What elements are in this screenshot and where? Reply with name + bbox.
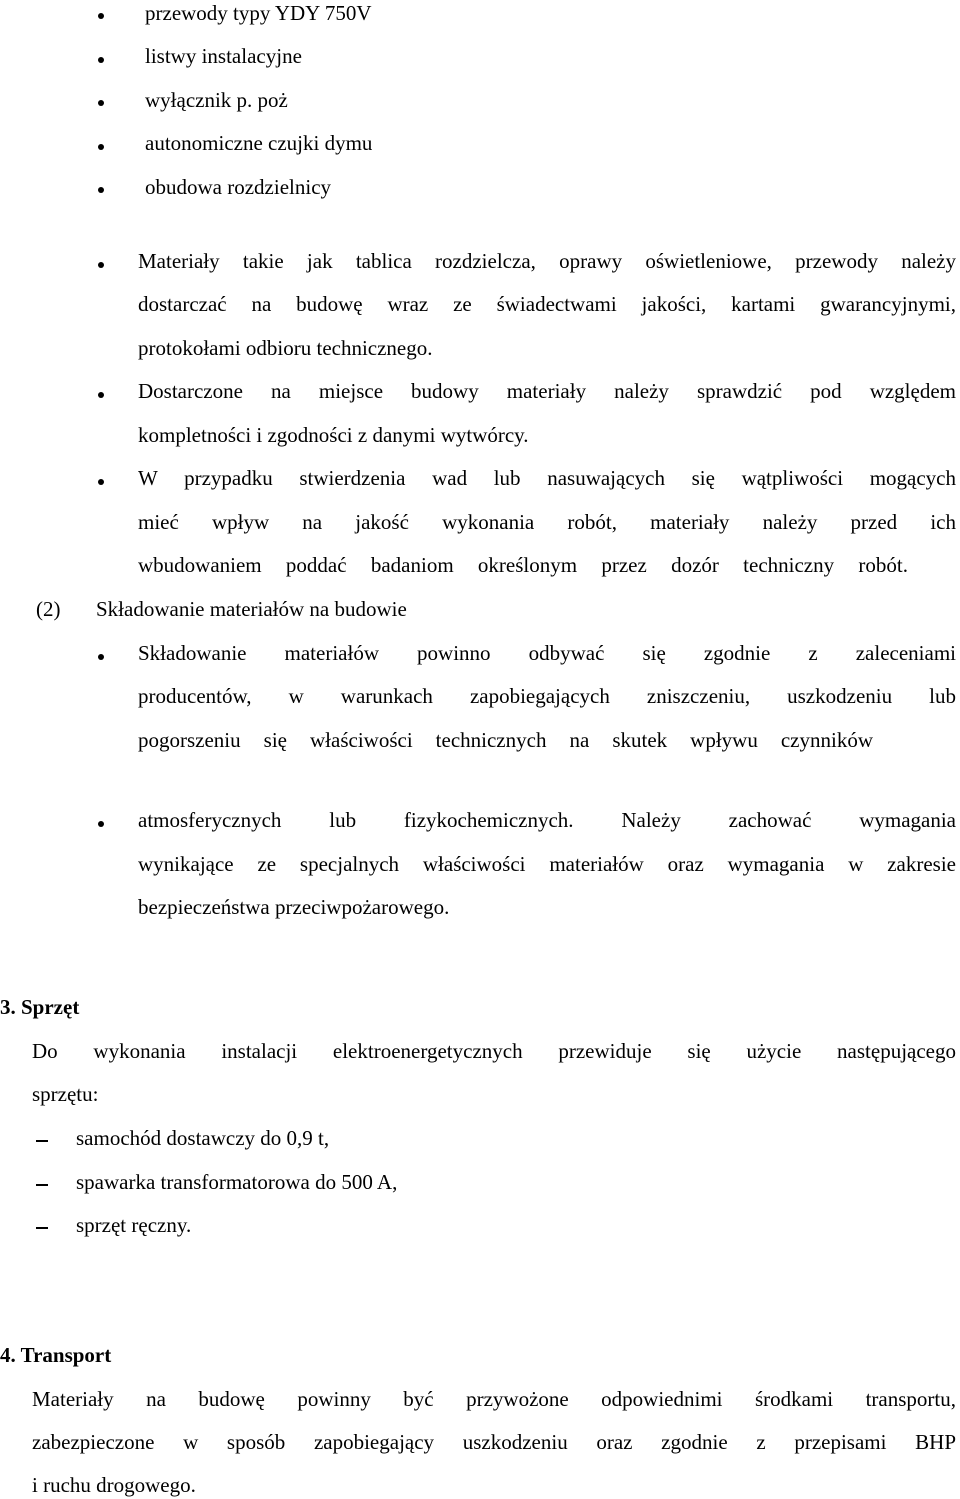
dash-icon (36, 1227, 48, 1229)
section-title: Składowanie materiałów na budowie (96, 597, 407, 621)
bullet-icon (98, 100, 104, 106)
bullet-icon (98, 13, 104, 19)
text-line: wynikające ze specjalnych właściwości materiałów oraz wymagania w zakresie (138, 852, 956, 876)
text-line: zabezpieczone w sposób zapobiegający uszkodzeniu oraz zgodnie z przepisami BHP (32, 1430, 956, 1454)
text-line: producentów, w warunkach zapobiegających zniszczeniu, uszkodzeniu lub (138, 684, 956, 708)
bullet-icon (98, 57, 104, 63)
dash-icon (36, 1140, 48, 1142)
dash-icon (36, 1184, 48, 1186)
list-item: wyłącznik p. poż (145, 88, 288, 112)
list-item: spawarka transformatorowa do 500 A, (76, 1170, 398, 1194)
text-line: pogorszeniu się właściwości technicznych na skutek wpływu czynników (138, 728, 873, 752)
bullet-icon (98, 654, 104, 660)
list-item: listwy instalacyjne (145, 44, 302, 68)
text-line: atmosferycznych lub fizykochemicznych. Należy zachować wymagania (138, 808, 956, 832)
text-line: i ruchu drogowego. (32, 1473, 196, 1497)
bullet-icon (98, 479, 104, 485)
text-line: dostarczać na budowę wraz ze świadectwami jakości, kartami gwarancyjnymi, (138, 292, 956, 316)
text-line: kompletności i zgodności z danymi wytwórcy. (138, 423, 529, 447)
text-line: Dostarczone na miejsce budowy materiały należy sprawdzić pod względem (138, 379, 956, 403)
list-item: obudowa rozdzielnicy (145, 175, 332, 199)
bullet-icon (98, 821, 104, 827)
bullet-icon (98, 262, 104, 268)
list-item: samochód dostawczy do 0,9 t, (76, 1126, 330, 1150)
text-line: mieć wpływ na jakość wykonania robót, materiały należy przed ich (138, 510, 956, 534)
list-item: sprzęt ręczny. (76, 1213, 192, 1237)
text-line: wbudowaniem poddać badaniom określonym przez dozór techniczny robót. (138, 553, 908, 577)
heading-transport: 4. Transport (0, 1343, 112, 1367)
heading-equipment: 3. Sprzęt (0, 995, 80, 1019)
bullet-icon (98, 187, 104, 193)
text-line: sprzętu: (32, 1082, 99, 1106)
text-line: Materiały na budowę powinny być przywożone odpowiednimi środkami transportu, (32, 1387, 956, 1411)
section-number: (2) (36, 597, 61, 621)
list-item: autonomiczne czujki dymu (145, 131, 373, 155)
text-line: W przypadku stwierdzenia wad lub nasuwających się wątpliwości mogących (138, 466, 956, 490)
list-item: przewody typy YDY 750V (145, 1, 372, 25)
text-line: bezpieczeństwa przeciwpożarowego. (138, 895, 450, 919)
bullet-icon (98, 392, 104, 398)
text-line: Materiały takie jak tablica rozdzielcza, oprawy oświetleniowe, przewody należy (138, 249, 956, 273)
bullet-icon (98, 144, 104, 150)
text-line: Do wykonania instalacji elektroenergetycznych przewiduje się użycie następującego (32, 1039, 956, 1063)
text-line: protokołami odbioru technicznego. (138, 336, 433, 360)
text-line: Składowanie materiałów powinno odbywać się zgodnie z zaleceniami (138, 641, 956, 665)
